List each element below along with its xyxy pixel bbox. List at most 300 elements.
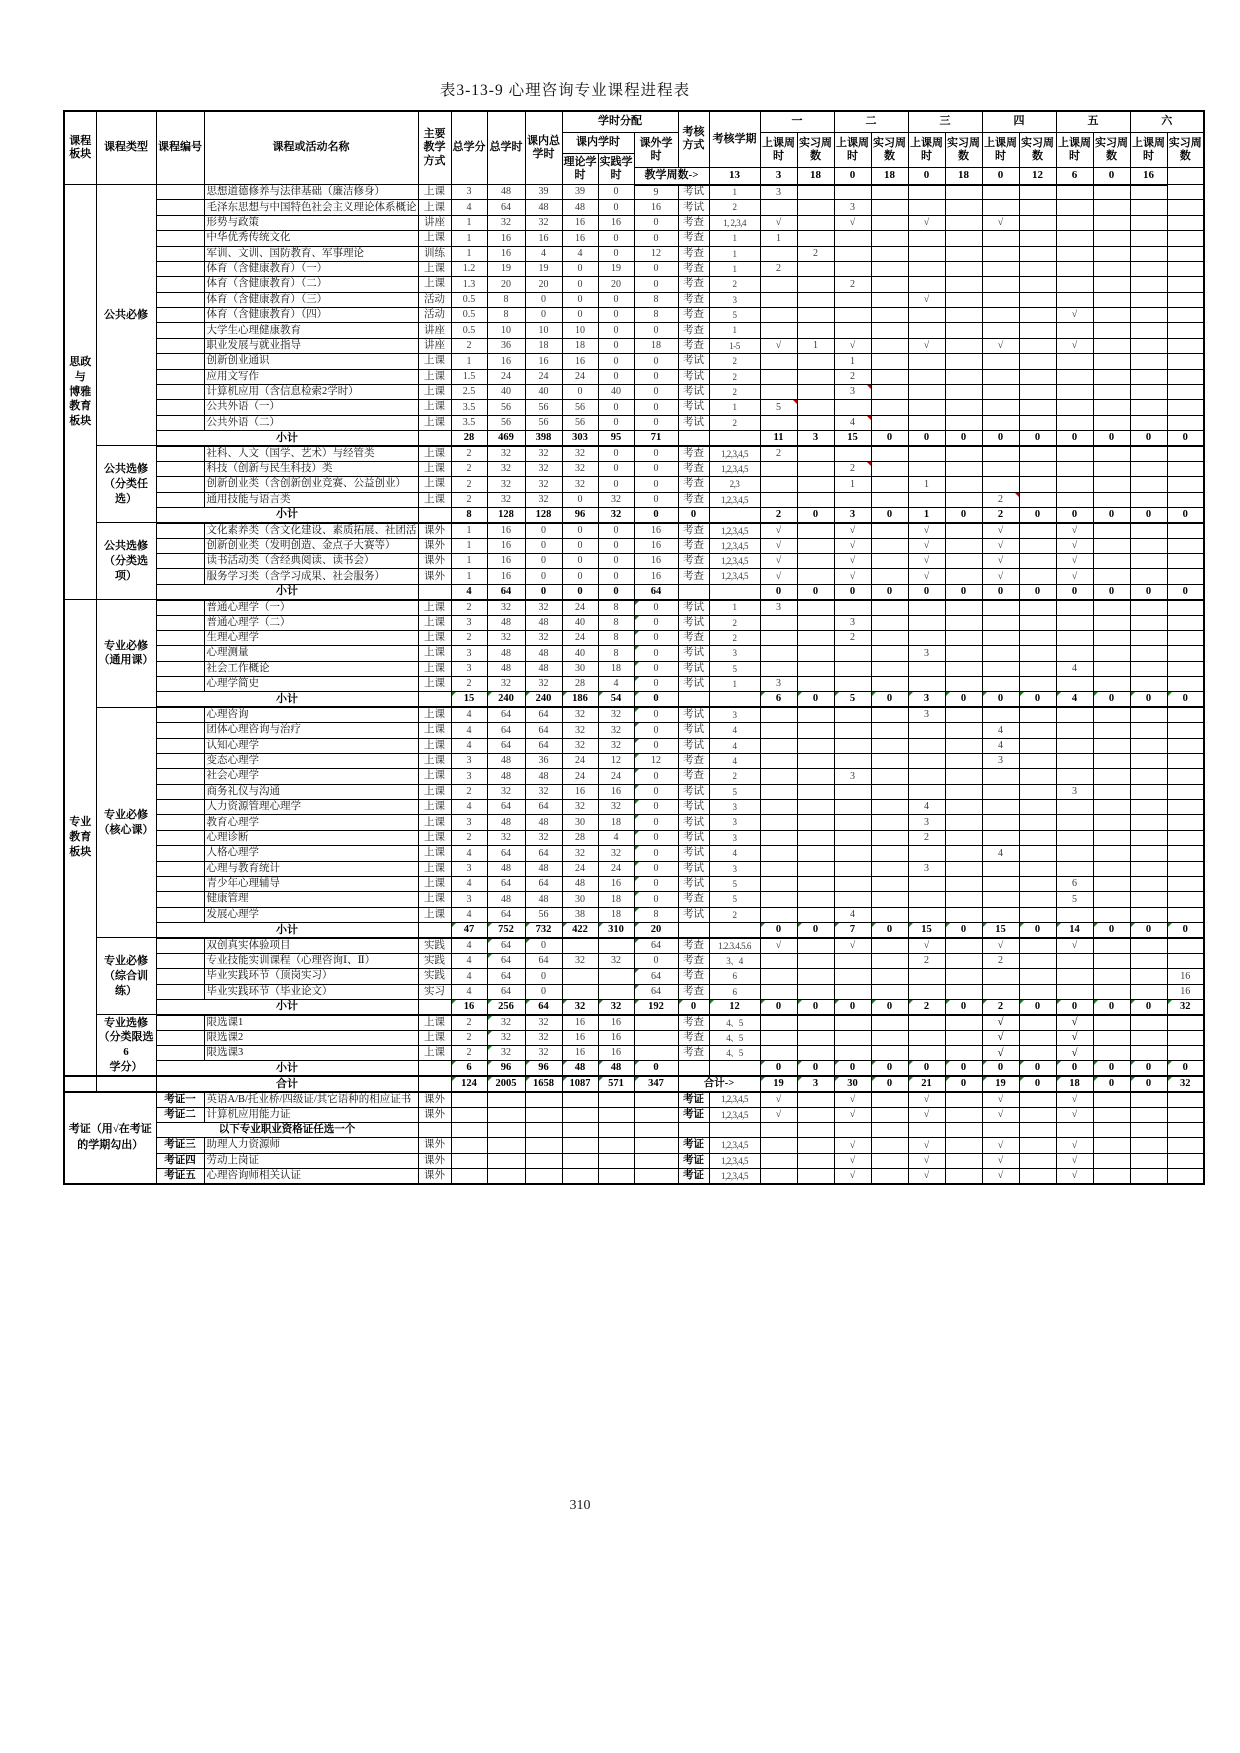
assess-method-cell: 考查 [678,554,709,569]
sem-cell [1093,984,1130,999]
sem-cell [908,384,945,399]
sem-cell [760,1138,797,1153]
sem-cell [797,1030,834,1045]
teaching-weeks-value-4: 0 [834,167,871,185]
sem-cell: 0 [871,431,908,446]
teach-method-cell: 上课 [418,1030,451,1045]
course-code-cell [156,769,204,784]
sem-cell [760,769,797,784]
sem-cell [1019,261,1056,276]
subtotal-practice-cell: 32 [598,507,634,522]
assess-method-cell: 考查 [678,1046,709,1061]
cert-hours-empty-cell [562,1138,598,1153]
sem-cell [1167,492,1204,507]
sem-cell [1019,215,1056,230]
sem-cell [1167,338,1204,353]
sem-cell [982,415,1019,430]
assess-term-cell: 5 [709,784,760,799]
sem-cell [1167,354,1204,369]
sem-cell [908,846,945,861]
sem-cell [1019,415,1056,430]
sem-cell [982,892,1019,907]
outclass-hours-cell: 0 [634,446,678,461]
sem-cell [908,876,945,891]
assess-method-cell: 考试 [678,738,709,753]
teach-method-cell: 上课 [418,1015,451,1030]
outclass-hours-cell: 16 [634,523,678,538]
sem-cell: √ [982,938,1019,953]
sem-cell [1056,292,1093,307]
sem-cell: 32 [1167,999,1204,1014]
sem-cell [1093,1107,1130,1122]
theory-hours-cell: 4 [562,246,598,261]
practice-hours-cell: 8 [598,600,634,615]
sem-cell: √ [1056,1107,1093,1122]
subtotal-inclass-cell: 128 [525,507,562,522]
sem-cell: √ [908,338,945,353]
sem-cell [834,953,871,968]
sem-cell [1019,354,1056,369]
practice-hours-cell: 18 [598,907,634,922]
sem-cell [1130,1138,1167,1153]
sem-cell [908,308,945,323]
total-hours-cell: 20 [487,277,525,292]
subtotal-theory-cell: 422 [562,923,598,938]
assess-term-cell: 1 [709,261,760,276]
sem-cell [1130,846,1167,861]
sem-cell [1093,261,1130,276]
sem-cell [945,200,982,215]
sem-cell [871,446,908,461]
sem-cell: √ [834,1092,871,1107]
sem-cell: 3 [834,507,871,522]
sem-cell [1130,738,1167,753]
sem-cell [982,876,1019,891]
practice-hours-cell: 18 [598,892,634,907]
course-name-cell: 创新创业类（含创新创业竞赛、公益创业） [204,477,418,492]
teaching-weeks-value-9: 12 [1019,167,1056,185]
credits-cell: 1 [451,523,487,538]
practice-hours-cell: 0 [598,308,634,323]
sem-cell [797,538,834,553]
total-method-cell [418,1076,451,1091]
sem-cell [797,492,834,507]
practice-hours-cell: 0 [598,461,634,476]
sem-cell [1019,1046,1056,1061]
inclass-total-cell: 56 [525,415,562,430]
grand-total-inclass-cell: 1658 [525,1076,562,1091]
assess-method-cell: 考试 [678,815,709,830]
sem-cell [871,215,908,230]
sem-cell: 30 [834,1076,871,1091]
teach-method-cell: 课外 [418,538,451,553]
sem-cell [834,753,871,768]
theory-hours-cell: 0 [562,538,598,553]
course-type-label: 公共选修 （分类选 项） [96,523,156,600]
assess-method-cell: 考查 [678,953,709,968]
credits-cell: 2.5 [451,384,487,399]
sem-cell: 0 [1093,1076,1130,1091]
sem-cell: 3 [908,707,945,722]
course-code-cell [156,292,204,307]
sem-cell [1130,661,1167,676]
sem-cell [982,861,1019,876]
sem-cell [945,1153,982,1168]
cert-hours-empty-cell [525,1107,562,1122]
sem-cell: 14 [1056,923,1093,938]
sem-cell [871,554,908,569]
grand-total-credits-cell: 124 [451,1076,487,1091]
sem-cell [945,369,982,384]
credits-cell: 2 [451,446,487,461]
course-name-cell: 计算机应用（含信息检索2学时） [204,384,418,399]
total-hours-cell: 56 [487,400,525,415]
sem-cell [871,354,908,369]
sem-cell [1167,677,1204,692]
sem-cell [982,784,1019,799]
total-hours-cell: 48 [487,185,525,200]
practice-hours-cell: 0 [598,400,634,415]
sem-cell [760,1046,797,1061]
sem-cell [982,1122,1019,1137]
sem-cell: 5 [834,692,871,707]
assess-method-cell: 考查 [678,630,709,645]
sem-cell: √ [834,938,871,953]
credits-cell: 4 [451,953,487,968]
sem-cell [760,615,797,630]
sem-cell [1130,261,1167,276]
outclass-hours-cell: 64 [634,969,678,984]
practice-hours-cell: 16 [598,784,634,799]
teaching-weeks-value-10: 6 [1056,167,1093,185]
sem-cell [871,1092,908,1107]
teach-method-cell: 上课 [418,415,451,430]
course-name-cell: 社科、人文（国学、艺术）与经管类 [204,446,418,461]
sem-cell [797,600,834,615]
course-name-cell: 创新创业类（发明创造、金点子大赛等） [204,538,418,553]
course-type-label: 公共选修 （分类任 选） [96,446,156,523]
inclass-total-cell: 0 [525,523,562,538]
sem-cell [871,261,908,276]
sem-cell [871,677,908,692]
sem-cell [908,277,945,292]
sem-cell [871,1153,908,1168]
sem-cell [871,600,908,615]
sem-cell [871,1169,908,1184]
practice-hours-cell [598,938,634,953]
sem-cell [1019,1015,1056,1030]
sem-cell [982,246,1019,261]
course-code-cell [156,185,204,200]
sem-cell [760,707,797,722]
sem-cell [982,677,1019,692]
total-hours-cell: 48 [487,615,525,630]
total-hours-cell: 64 [487,800,525,815]
sem-cell [760,969,797,984]
theory-hours-cell: 0 [562,277,598,292]
course-name-cell: 读书活动类（含经典阅读、读书会） [204,554,418,569]
sem-cell [1093,784,1130,799]
sem-cell [1130,1122,1167,1137]
sem-cell [1019,400,1056,415]
sem-cell [834,707,871,722]
credits-cell: 2 [451,600,487,615]
theory-hours-cell: 24 [562,861,598,876]
sem-cell [945,846,982,861]
cert-hours-empty-cell [562,1107,598,1122]
sem-cell [797,1169,834,1184]
course-code-cell [156,830,204,845]
subtotal-assess-cell [678,431,709,446]
practice-hours-cell: 24 [598,861,634,876]
sem-cell [1056,861,1093,876]
sem-cell: 1 [908,477,945,492]
theory-hours-cell [562,938,598,953]
practice-hours-cell: 0 [598,246,634,261]
course-code-cell [156,707,204,722]
subtotal-credits-cell: 4 [451,584,487,599]
sem-cell: √ [760,554,797,569]
cert-method-cell: 课外 [418,1153,451,1168]
sem-cell: 3 [834,200,871,215]
sem-cell: 15 [834,431,871,446]
cert-empty-cell [487,1122,525,1137]
subtotal-credits-cell: 16 [451,999,487,1014]
practice-hours-cell: 0 [598,185,634,200]
sem-cell [834,861,871,876]
outclass-hours-cell: 0 [634,815,678,830]
sem-cell [1167,569,1204,584]
assess-term-cell: 1 [709,600,760,615]
sem-cell [1167,630,1204,645]
course-code-cell [156,1030,204,1045]
sem-cell [1019,723,1056,738]
subtotal-practice-cell: 310 [598,923,634,938]
sem-cell: 0 [1056,999,1093,1014]
sem-cell: 0 [1093,431,1130,446]
course-name-cell: 科技（创新与民生科技）类 [204,461,418,476]
cert-hours-empty-cell [634,1107,678,1122]
sem-cell [1093,861,1130,876]
sem-cell [1093,538,1130,553]
sem-cell [945,907,982,922]
sem-cell [1093,1030,1130,1045]
sem-cell [945,984,982,999]
sem-cell [1167,185,1204,200]
theory-hours-cell [562,984,598,999]
class-weekly-header-1: 上课周时 [760,133,797,168]
sem-cell [1056,492,1093,507]
theory-hours-cell: 0 [562,492,598,507]
cert-hours-empty-cell [451,1138,487,1153]
theory-hours-cell: 30 [562,661,598,676]
sem-cell: 4 [1056,692,1093,707]
sem-cell [834,969,871,984]
cert-hours-empty-cell [598,1138,634,1153]
course-name-cell: 教育心理学 [204,815,418,830]
course-name-cell: 发展心理学 [204,907,418,922]
sem-cell [945,784,982,799]
sem-cell [1056,400,1093,415]
sem-cell [1093,846,1130,861]
subtotal-label: 小计 [156,584,418,599]
teach-method-cell: 上课 [418,800,451,815]
teach-method-cell: 课外 [418,523,451,538]
sem-cell [1056,969,1093,984]
sem-cell [1093,384,1130,399]
sem-cell: 0 [1130,584,1167,599]
subtotal-credits-cell: 6 [451,1061,487,1076]
teach-method-cell: 上课 [418,707,451,722]
assess-method-cell: 考查 [678,338,709,353]
total-hours-cell: 32 [487,677,525,692]
sem-cell [945,677,982,692]
sem-cell [1093,292,1130,307]
outclass-hours-cell: 0 [634,630,678,645]
assess-term-cell: 2 [709,200,760,215]
table-wrap [63,110,1205,1185]
sem-cell [982,292,1019,307]
subtotal-credits-cell: 47 [451,923,487,938]
sem-cell [1130,1169,1167,1184]
teach-method-cell: 上课 [418,600,451,615]
total-hours-cell: 32 [487,461,525,476]
sem-cell: 4 [834,907,871,922]
sem-cell: 3 [834,769,871,784]
sem-cell [760,1169,797,1184]
cert-hours-empty-cell [598,1107,634,1122]
sem-cell [1019,277,1056,292]
sem-cell: 3 [760,600,797,615]
sem-cell [1093,1122,1130,1137]
sem-cell: 3 [760,677,797,692]
sem-cell: 0 [834,584,871,599]
assess-method-cell: 考试 [678,369,709,384]
sem-cell [945,1030,982,1045]
sem-cell [760,492,797,507]
sem-cell: 4 [982,723,1019,738]
total-hours-cell: 16 [487,231,525,246]
theory-hours-cell: 10 [562,323,598,338]
subtotal-practice-cell: 0 [598,584,634,599]
teach-method-cell: 上课 [418,200,451,215]
assess-method-cell: 考查 [678,231,709,246]
credits-cell: 3 [451,892,487,907]
inclass-total-cell: 16 [525,354,562,369]
sem-cell [1167,292,1204,307]
module-label: 思政 与 博雅 教育 板块 [64,185,96,600]
cert-hours-empty-cell [451,1107,487,1122]
assess-method-cell: 考试 [678,661,709,676]
assess-term-cell: 4、5 [709,1015,760,1030]
inclass-total-cell: 0 [525,569,562,584]
assess-method-cell: 考查 [678,523,709,538]
sem-cell: 32 [1167,1076,1204,1091]
sem-cell [1019,846,1056,861]
teaching-weeks-value-8: 0 [982,167,1019,185]
teach-method-cell: 上课 [418,861,451,876]
sem-cell [871,646,908,661]
sem-cell [1019,477,1056,492]
sem-cell: 0 [871,1076,908,1091]
assess-term-cell: 6 [709,984,760,999]
sem-cell [1056,953,1093,968]
sem-cell [760,308,797,323]
sem-cell: √ [982,1046,1019,1061]
course-name-cell: 文化素养类（含文化建设、素质拓展、社团活 [204,523,418,538]
sem-cell [1130,492,1167,507]
sem-cell [871,1138,908,1153]
cert-hours-empty-cell [525,1138,562,1153]
sem-cell [797,969,834,984]
sem-cell [908,1015,945,1030]
assess-term-cell: 3 [709,815,760,830]
total-hours-cell: 32 [487,215,525,230]
outclass-hours-cell: 0 [634,707,678,722]
subtotal-inclass-cell: 240 [525,692,562,707]
sem-cell [1130,753,1167,768]
credits-cell: 0.5 [451,308,487,323]
course-name-cell: 专业技能实训课程（心理咨询Ⅰ、Ⅱ） [204,953,418,968]
sem-cell [871,323,908,338]
practice-hours-cell: 0 [598,323,634,338]
credits-cell: 4 [451,800,487,815]
sem-cell [1093,308,1130,323]
cert-empty-cell [525,1122,562,1137]
sem-cell: 0 [1056,584,1093,599]
sem-cell [1093,554,1130,569]
course-name-cell: 社会心理学 [204,769,418,784]
sem-cell [797,830,834,845]
sem-cell: 0 [797,507,834,522]
total-hours-cell: 64 [487,846,525,861]
credits-cell: 2 [451,830,487,845]
sem-cell: 0 [1093,923,1130,938]
sem-cell [1167,753,1204,768]
sem-cell [945,615,982,630]
sem-cell [760,200,797,215]
class-weekly-header-6: 上课周时 [1130,133,1167,168]
sem-cell [1093,400,1130,415]
cert-empty-cell [634,1122,678,1137]
inclass-total-cell: 0 [525,984,562,999]
course-name-cell: 人格心理学 [204,846,418,861]
sem-cell [1093,477,1130,492]
sem-cell [982,969,1019,984]
practice-hours-cell: 18 [598,815,634,830]
teach-method-cell: 上课 [418,646,451,661]
subtotal-label: 小计 [156,999,418,1014]
teach-method-cell: 上课 [418,354,451,369]
credits-cell: 4 [451,938,487,953]
sem-cell [1019,292,1056,307]
credits-cell: 3.5 [451,400,487,415]
course-code-cell [156,661,204,676]
course-name-cell: 团体心理咨询与治疗 [204,723,418,738]
assess-method-cell: 考试 [678,861,709,876]
cert-hours-empty-cell [525,1153,562,1168]
sem-cell: 0 [834,999,871,1014]
intern-weeks-header-2: 实习周数 [871,133,908,168]
sem-cell [908,461,945,476]
sem-cell [945,646,982,661]
sem-cell [871,1122,908,1137]
sem-cell [1167,1030,1204,1045]
outclass-hours-cell: 0 [634,615,678,630]
sem-cell: 2 [834,277,871,292]
sem-cell [1167,1015,1204,1030]
outclass-hours-cell: 9 [634,185,678,200]
